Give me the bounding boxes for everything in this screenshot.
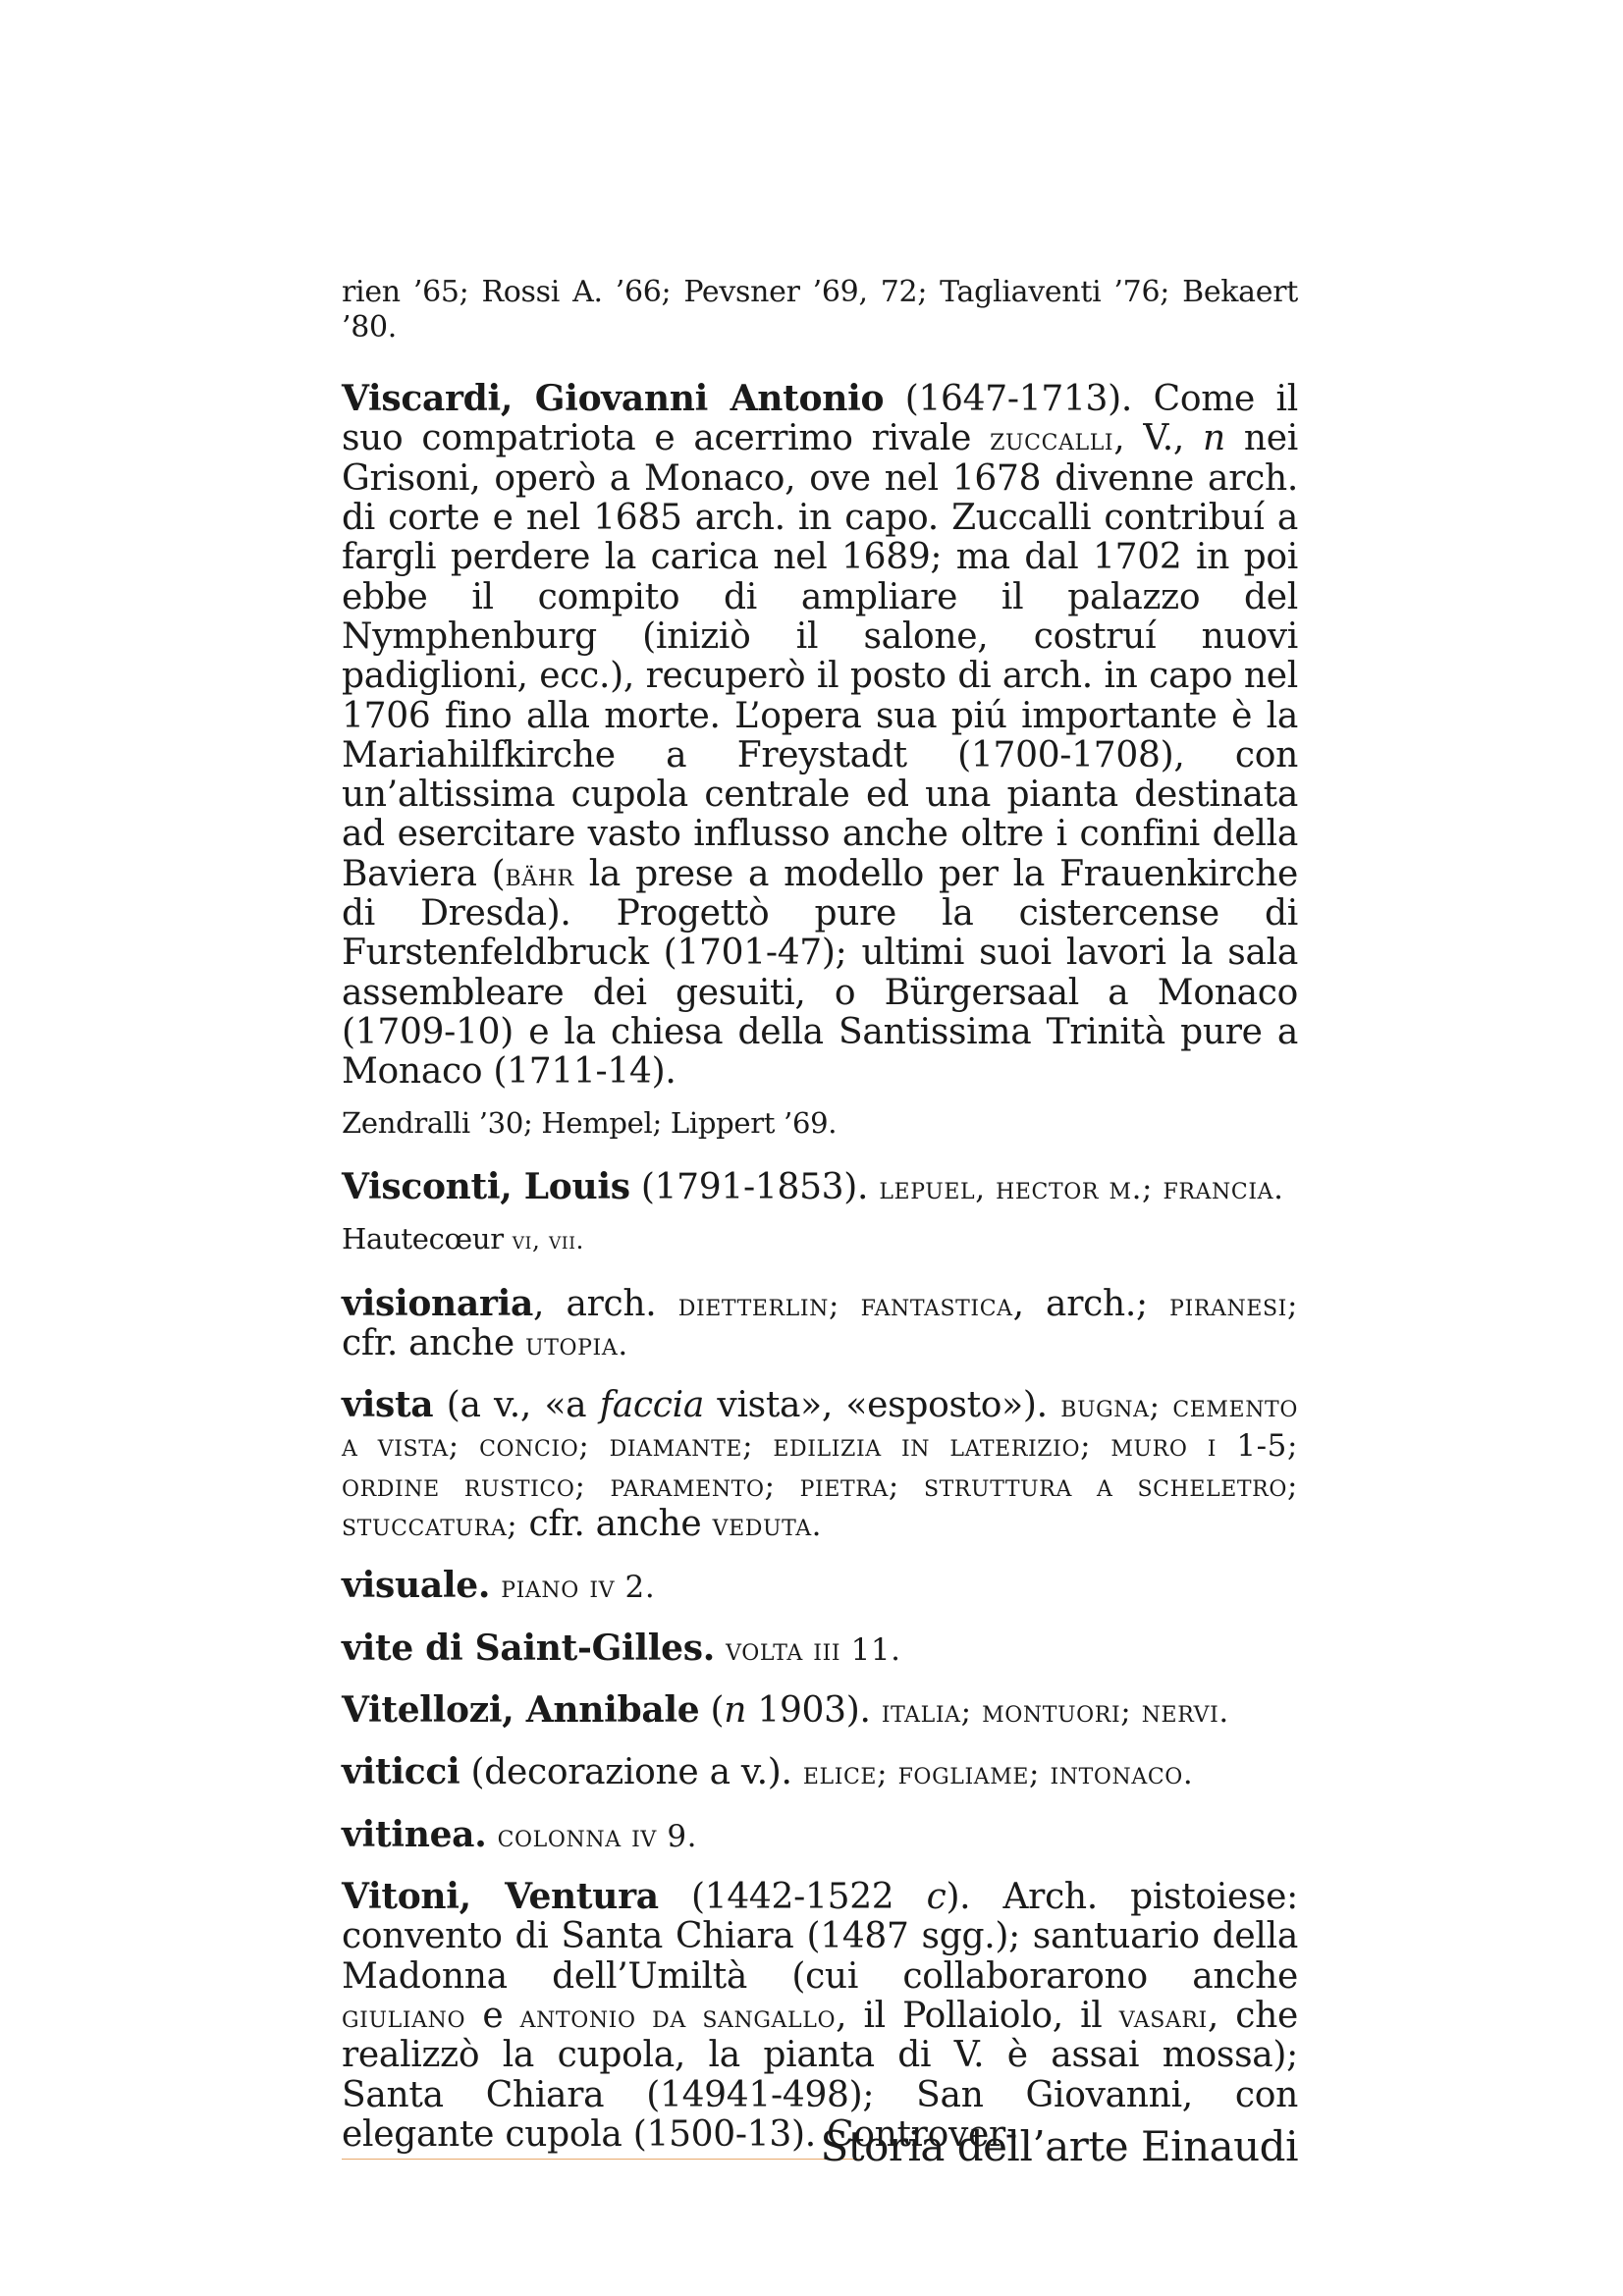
entry-vitellozi: Vitellozi, Annibale (n 1903). italia; montuori; nervi. [342, 1689, 1229, 1732]
cross-ref: piano iv 2. [501, 1570, 656, 1606]
cross-ref: elice; fogliame; intonaco. [802, 1756, 1194, 1792]
entry-head: Vitellozi, Annibale [342, 1689, 700, 1732]
footer-title: Storia dell’arte Einaudi [820, 2122, 1298, 2170]
entry-vista: vista (a v., «a faccia vista», «esposto»). bugna; cemento a vista; concio; diamante; edilizia in laterizio; muro i 1-5; ordine rustico; paramento; pietra; struttura a scheletro; stuccatura; cfr. anche veduta. [342, 1384, 1298, 1545]
cross-ref: veduta. [712, 1508, 823, 1544]
entry-head: vitinea. [342, 1813, 487, 1855]
entry-head: viticci [342, 1751, 460, 1793]
cross-ref: piranesi; [1169, 1287, 1298, 1323]
cross-ref: bähr [505, 857, 574, 893]
entry-visionaria: visionaria, arch. dietterlin; fantastica, arch.; piranesi; cfr. anche utopia. [342, 1282, 1298, 1363]
cross-ref: bugna; cemento a vista; concio; diamante; edilizia in laterizio; muro i 1-5; ordine rustico; paramento; pietra; struttura a scheletro; stuccatura; [342, 1389, 1298, 1544]
entry-visuale [342, 1566, 1298, 1606]
entry-head: vista [342, 1384, 434, 1426]
entry-vitoni: Vitoni, Ventura (1442-1522 c). Arch. pistoiese: convento di Santa Chiara (1487 sgg.); santuario della Madonna dell’Umiltà (cui collaborarono anche giuliano e antonio da sangallo, il Pollaiolo, il vasari, che realizzò la cupola, la pianta di V. è assai mossa); Santa Chiara (14941-498); San Giovanni, con elegante cupola (1500-13). Controver- [342, 1875, 1298, 2155]
cross-ref: volta iii 11. [726, 1631, 901, 1668]
cross-ref: zuccalli [990, 422, 1114, 458]
entry-head: Vitoni, Ventura [342, 1875, 659, 1917]
entry-vite [342, 1629, 1298, 1669]
bibliography: Hautecœur vi, vii. [342, 1221, 585, 1255]
entry-head: visionaria [342, 1282, 534, 1324]
entry-head: visuale. [342, 1565, 491, 1607]
entry-head: Viscardi, Giovanni Antonio [342, 378, 885, 419]
cross-ref: dietterlin; fantastica [677, 1287, 1013, 1323]
entry-head: Visconti, Louis [342, 1166, 630, 1208]
page-body [342, 275, 1298, 2176]
cross-ref: lepuel, hector m.; francia. [879, 1171, 1284, 1207]
fragment-top: rien ’65; Rossi A. ’66; Pevsner ’69, 72; Tagliaventi ’76; Bekaert ’80. [342, 275, 1298, 345]
cross-ref: antonio da sangallo [519, 1999, 837, 2035]
cross-ref: utopia. [525, 1326, 628, 1362]
cross-ref: colonna iv 9. [497, 1818, 698, 1854]
entry-head: vite di Saint-Gilles. [342, 1627, 715, 1669]
entry-visconti: Visconti, Louis (1791-1853). lepuel, hector m.; francia. [342, 1166, 1284, 1208]
entry-vitinea [342, 1815, 1298, 1855]
cross-ref: italia; montuori; nervi. [881, 1694, 1229, 1731]
bibliography: Zendralli ’30; Hempel; Lippert ’69. [342, 1105, 838, 1140]
footer-rule [342, 2159, 860, 2160]
page-footer [342, 2122, 1298, 2181]
entry-viscardi: Viscardi, Giovanni Antonio (1647-1713). Come il suo compatriota e acerrimo rivale zuccalli, V., n nei Grisoni, operò a Monaco, ove nel 1678 divenne arch. di corte e nel 1685 arch. in capo. Zuccalli contribuí a fargli perdere la carica nel 1689; ma dal 1702 in poi ebbe il compito di ampliare il palazzo del Nymphenburg (iniziò il salone, costruí nuovi padiglioni, ecc.), recuperò il posto di arch. in capo nel 1706 fino alla morte. L’opera sua piú importante è la Mariahilfkirche a Freystadt (1700-1708), con un’altissima cupola centrale ed una pianta destinata ad esercitare vasto influsso anche oltre i confini della Baviera (bähr la prese a modello per la Frauenkirche di Dresda). Progettò pure la cistercense di Furstenfeldbruck (1701-47); ultimi suoi lavori la sala assembleare dei gesuiti, o Bürgersaal a Monaco (1709-10) e la chiesa della Santissima Trinità pure a Monaco (1711-14). [342, 378, 1298, 1093]
entry-viticci: viticci (decorazione a v.). elice; fogliame; intonaco. [342, 1751, 1194, 1793]
cross-ref: giuliano [342, 1999, 466, 2035]
cross-ref: vasari [1118, 1999, 1208, 2035]
